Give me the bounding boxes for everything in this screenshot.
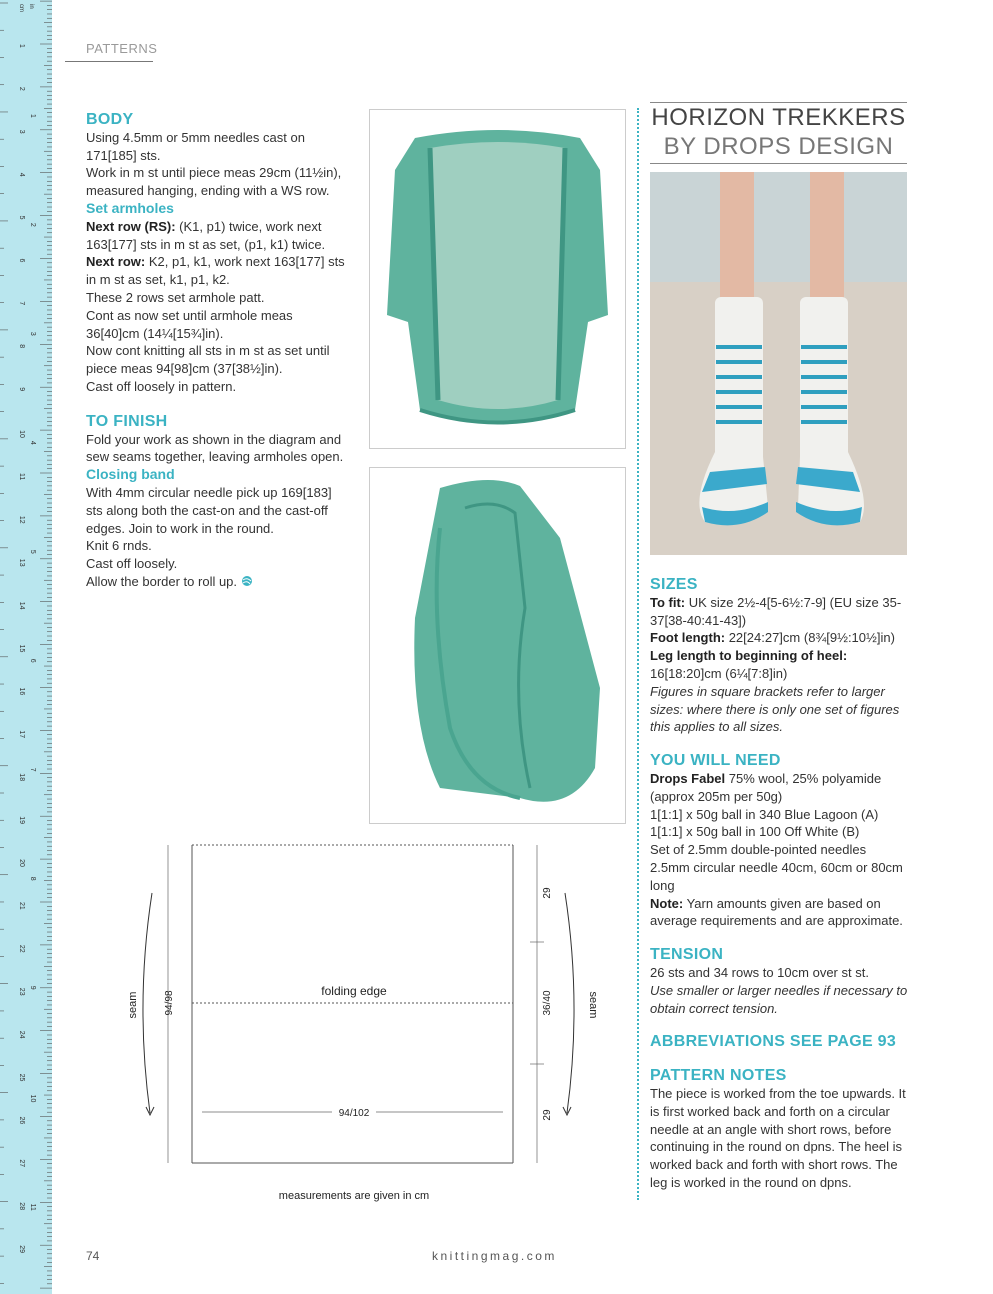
garment-flat-photo [369, 109, 626, 449]
pattern-title [650, 102, 907, 164]
band-heading: Closing band [86, 466, 175, 483]
diagram-caption: measurements are given in cm [278, 1190, 430, 1202]
section-label: PATTERNS [86, 41, 158, 56]
ruler-cm-label: 4 [18, 172, 25, 177]
fit-line: To fit: UK size 2½-4[5-6½:7-9] (EU size 35-37[38-40:41-43]) [650, 594, 902, 628]
need-line: Set of 2.5mm double-pointed needles [650, 842, 867, 858]
band-line: Knit 6 rnds. [86, 538, 152, 554]
height-label: 94/98 [164, 990, 175, 1016]
seam-right-label: seam [587, 991, 599, 1019]
ruler-cm-label: 7 [18, 301, 25, 306]
ruler-in-unit: in [28, 4, 34, 9]
ruler-cm-label: 12 [18, 515, 25, 524]
page-number: 74 [86, 1249, 100, 1263]
band-line: Cast off loosely. [86, 556, 178, 572]
notes-heading: PATTERN NOTES [650, 1067, 787, 1085]
ruler-cm-label: 9 [18, 387, 25, 392]
yarn-ball-icon [241, 575, 253, 587]
need-line: 2.5mm circular needle 40cm, 60cm or 80cm long [650, 859, 903, 893]
folding-diagram [110, 835, 610, 1215]
ruler-cm-label: 17 [18, 730, 25, 739]
leg-label: Leg length to beginning of heel: [650, 648, 848, 664]
bottom-segment-label: 29 [542, 1109, 553, 1121]
ruler-cm-label: 20 [18, 859, 25, 867]
socks-photo [650, 172, 907, 555]
section-underline [65, 61, 153, 62]
body-instructions [86, 111, 348, 591]
body-line: These 2 rows set armhole patt. [86, 289, 265, 305]
leg-text: 16[18:20]cm (6¼[7:8]in) [650, 665, 788, 681]
body-line: Cont as now set until armhole meas 36[40]cm (14¼[15¾]in). [86, 307, 293, 341]
ruler-in-label: 7 [29, 767, 36, 772]
ruler-cm-label: 14 [18, 601, 25, 610]
side-ruler [0, 0, 52, 1294]
body-line: Now cont knitting all sts in m st as set until piece meas 94[98]cm (37[38½]in). [86, 343, 330, 377]
seam-left-label: seam [127, 991, 139, 1019]
top-segment-label: 29 [542, 887, 553, 899]
sizes-note: Figures in square brackets refer to larger sizes: where there is only one set of figures this applies to all sizes. [650, 683, 900, 735]
ruler-cm-label: 26 [18, 1116, 25, 1125]
width-label: 94/102 [338, 1108, 370, 1119]
ruler-in-label: 6 [29, 658, 36, 663]
body-line: Cast off loosely in pattern. [86, 378, 237, 394]
ruler-cm-label: 2 [18, 86, 25, 91]
ruler-cm-label: 24 [18, 1030, 25, 1039]
folding-edge-label: folding edge [321, 984, 387, 998]
ruler-in-label: 9 [29, 985, 36, 990]
ruler-cm-label: 3 [18, 129, 25, 134]
ruler-cm-label: 22 [18, 944, 25, 953]
middle-segment-label: 36/40 [542, 990, 553, 1016]
body-heading: BODY [86, 111, 134, 128]
tension-note: Use smaller or larger needles if necessary to obtain correct tension. [650, 982, 908, 1016]
yarn-line: Drops Fabel 75% wool, 25% polyamide (approx 205m per 50g) [650, 770, 882, 804]
ruler-cm-label: 16 [18, 687, 25, 696]
garment-worn-photo [369, 467, 626, 824]
ruler-in-label: 10 [29, 1094, 36, 1103]
title-line-1: HORIZON TREKKERS [651, 104, 906, 131]
ruler-cm-label: 27 [18, 1159, 25, 1168]
sock-pattern-info [650, 576, 912, 1192]
next-row-1: Next row (RS): (K1, p1) twice, work next 163[177] sts in m st as set, (p1, k1) twice. [86, 218, 326, 252]
body-line: Using 4.5mm or 5mm needles cast on 171[185] sts. [86, 129, 305, 163]
foot-line: Foot length: 22[24:27]cm (8¾[9½:10½]in) [650, 630, 895, 646]
need-heading: YOU WILL NEED [650, 752, 781, 770]
ruler-cm-label: 15 [18, 644, 25, 653]
ruler-in-label: 3 [29, 331, 36, 336]
band-line-last: Allow the border to roll up. [86, 573, 348, 591]
ruler-cm-label: 6 [18, 258, 25, 263]
ruler-in-label: 4 [29, 440, 36, 445]
finish-heading: TO FINISH [86, 412, 168, 430]
ruler-in-label: 8 [29, 876, 36, 881]
ruler-cm-unit: cm [18, 4, 24, 12]
column-divider [637, 108, 639, 1200]
ruler-cm-label: 1 [18, 44, 25, 48]
ruler-cm-label: 29 [18, 1245, 25, 1253]
need-line: 1[1:1] x 50g ball in 340 Blue Lagoon (A) [650, 806, 879, 822]
sizes-heading: SIZES [650, 576, 698, 593]
title-line-2: BY DROPS DESIGN [663, 133, 894, 160]
ruler-cm-label: 23 [18, 987, 25, 996]
site-url: knittingmag.com [432, 1249, 557, 1263]
band-line: With 4mm circular needle pick up 169[183] sts along both the cast-on and the cast-off edges. Join to work in the round. [86, 484, 332, 536]
notes-text: The piece is worked from the toe upwards. It is first worked back and forth on a circular needle at an angle with short rows, before continuing in the round on dpns. The heel is worked back and forth with short rows. The leg is worked in the round on dpns. [650, 1085, 906, 1190]
abbreviations-heading: ABBREVIATIONS SEE PAGE 93 [650, 1033, 897, 1051]
ruler-cm-label: 18 [18, 773, 25, 782]
ruler-in-label: 5 [29, 549, 36, 554]
next-row-2: Next row: K2, p1, k1, work next 163[177] sts in m st as set, k1, p1, k2. [86, 254, 345, 288]
ruler-cm-label: 28 [18, 1202, 25, 1211]
ruler-cm-label: 21 [18, 902, 25, 910]
ruler-cm-label: 13 [18, 558, 25, 567]
ruler-in-label: 11 [29, 1203, 36, 1211]
ruler-cm-label: 5 [18, 215, 25, 220]
tension-heading: TENSION [650, 946, 724, 964]
ruler-cm-label: 25 [18, 1073, 25, 1082]
armholes-heading: Set armholes [86, 199, 174, 216]
ruler-cm-label: 11 [18, 473, 25, 481]
body-line: Work in m st until piece meas 29cm (11½in), measured hanging, ending with a WS row. [86, 165, 342, 199]
ruler-ticks [0, 0, 52, 1294]
ruler-cm-label: 10 [18, 430, 25, 438]
ruler-in-label: 1 [29, 113, 36, 118]
need-line: 1[1:1] x 50g ball in 100 Off White (B) [650, 824, 860, 840]
need-note: Note: Yarn amounts given are based on average requirements and are approximate. [650, 895, 903, 929]
ruler-in-label: 2 [29, 222, 36, 227]
finish-text: Fold your work as shown in the diagram and sew seams together, leaving armholes open. [86, 431, 344, 465]
ruler-cm-label: 19 [18, 816, 25, 824]
tension-text: 26 sts and 34 rows to 10cm over st st. [650, 964, 869, 980]
ruler-cm-label: 8 [18, 344, 25, 349]
